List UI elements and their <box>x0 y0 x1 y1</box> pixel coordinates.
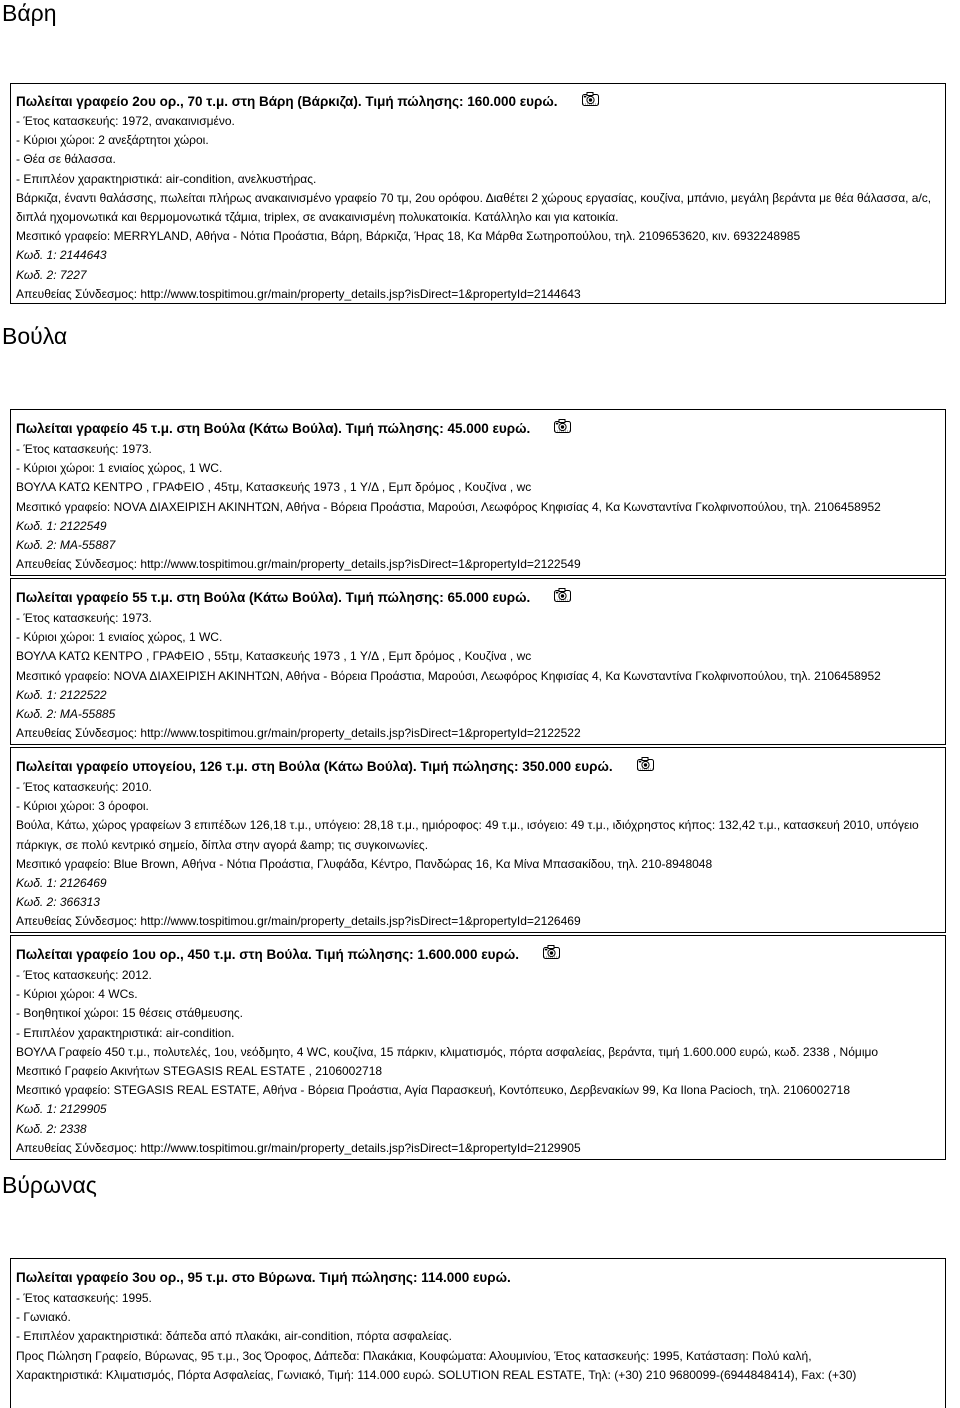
listing-description: ΒΟΥΛΑ ΚΑΤΩ ΚΕΝΤΡΟ , ΓΡΑΦΕΙΟ , 45τμ, Κατασκευής 1973 , 1 Υ/Δ , Εμπ δρόμος , Κουζίνα , wc <box>16 480 532 495</box>
agency-info: Μεσιτικό γραφείο: MERRYLAND, Αθήνα - Νότια Προάστια, Βάρη, Βάρκιζα, Ήρας 18, Κα Μάρθα Σωτηροπούλου, τηλ. 2109653620, κιν. 6932248985 <box>16 229 801 244</box>
code-1: Κωδ. 1: 2144643 <box>16 248 107 263</box>
listing-box <box>10 1258 946 1408</box>
detail-line: - Κύριοι χώροι: 4 WCs. <box>16 987 138 1002</box>
detail-line: - Έτος κατασκευής: 1973. <box>16 442 152 456</box>
listing-title-text[interactable]: Πωλείται γραφείο 55 τ.μ. στη Βούλα (Κάτω Βούλα). Τιμή πώλησης: 65.000 ευρώ. <box>16 590 531 605</box>
detail-line: - Θέα σε θάλασσα. <box>16 152 116 167</box>
detail-line: - Έτος κατασκευής: 2010. <box>16 780 152 794</box>
listing-title[interactable] <box>16 590 571 605</box>
detail-line: - Κύριοι χώροι: 3 όροφοι. <box>16 799 149 814</box>
direct-link[interactable]: Απευθείας Σύνδεσμος: http://www.tospitimou.gr/main/property_details.jsp?isDirect=1&propertyId=2122549 <box>16 557 581 572</box>
code-2: Κωδ. 2: 2338 <box>16 1121 87 1136</box>
region-heading-vari: Βάρη <box>2 0 57 26</box>
detail-line: - Βοηθητικοί χώροι: 15 θέσεις στάθμευσης. <box>16 1006 243 1021</box>
detail-line: - Επιπλέον χαρακτηριστικά: air-condition. <box>16 1025 235 1040</box>
listing-title[interactable] <box>16 94 599 109</box>
camera-icon[interactable] <box>637 757 654 774</box>
detail-line: - Κύριοι χώροι: 2 ανεξάρτητοι χώροι. <box>16 133 209 148</box>
listing-title[interactable] <box>16 1270 511 1285</box>
region-heading-voula: Βούλα <box>2 323 68 349</box>
code-2: Κωδ. 2: 7227 <box>16 267 87 282</box>
listing-title[interactable] <box>16 947 560 962</box>
code-2: Κωδ. 2: ΜΑ-55887 <box>16 538 116 553</box>
listing-box <box>10 83 946 304</box>
detail-line: - Κύριοι χώροι: 1 ενιαίος χώρος, 1 WC. <box>16 461 223 476</box>
listing-description: Προς Πώληση Γραφείο, Βύρωνας, 95 τ.μ., 3ος Όροφος, Δάπεδα: Πλακάκια, Κουφώματα: Αλουμινίου, Έτος κατασκευής: 1995, Κατάσταση: Πολύ καλή, <box>16 1348 812 1363</box>
code-1: Κωδ. 1: 2122549 <box>16 518 107 533</box>
listing-title-text[interactable]: Πωλείται γραφείο 1ου ορ., 450 τ.μ. στη Βούλα. Τιμή πώλησης: 1.600.000 ευρώ. <box>16 947 519 962</box>
listing-box <box>10 409 946 576</box>
detail-line: - Επιπλέον χαρακτηριστικά: air-condition, ανελκυστήρας. <box>16 171 317 186</box>
listing-box <box>10 747 946 933</box>
direct-link[interactable]: Απευθείας Σύνδεσμος: http://www.tospitimou.gr/main/property_details.jsp?isDirect=1&propertyId=2144643 <box>16 286 581 301</box>
listing-title-text[interactable]: Πωλείται γραφείο υπογείου, 126 τ.μ. στη Βούλα (Κάτω Βούλα). Τιμή πώλησης: 350.000 ευρώ. <box>16 759 613 774</box>
listing-box <box>10 935 946 1160</box>
camera-icon[interactable] <box>554 419 571 436</box>
code-2: Κωδ. 2: ΜΑ-55885 <box>16 707 116 722</box>
listing-description: Βούλα, Κάτω, χώρος γραφείων 3 επιπέδων 126,18 τ.μ., υπόγειο: 28,18 τ.μ., ημιόροφος: 49 τ.μ., ισόγειο: 49 τ.μ., ιδιόχρηστος κήπος: 132,42 τ.μ., κατασκευή 2010, υπόγειο πάρκιγκ, σε πολύ κεντρικό σημείο, δίπλα στην αγορά &amp; τις συγκοινωνίες. <box>16 818 919 852</box>
code-1: Κωδ. 1: 2129905 <box>16 1102 107 1117</box>
direct-link[interactable]: Απευθείας Σύνδεσμος: http://www.tospitimou.gr/main/property_details.jsp?isDirect=1&propertyId=2129905 <box>16 1140 581 1155</box>
camera-icon[interactable] <box>554 588 571 605</box>
direct-link[interactable]: Απευθείας Σύνδεσμος: http://www.tospitimou.gr/main/property_details.jsp?isDirect=1&propertyId=2126469 <box>16 914 581 929</box>
listing-description: ΒΟΥΛΑ Γραφείο 450 τ.μ., πολυτελές, 1ου, νεόδμητο, 4 WC, κουζίνα, 15 πάρκιν, κλιματισμός, πόρτα ασφαλείας, βεράντα, τιμή 1.600.000 ευρώ, κωδ. 2338 , Νόμιμο <box>16 1044 879 1059</box>
detail-line: - Έτος κατασκευής: 1973. <box>16 611 152 625</box>
listing-title-text[interactable]: Πωλείται γραφείο 45 τ.μ. στη Βούλα (Κάτω Βούλα). Τιμή πώλησης: 45.000 ευρώ. <box>16 421 531 436</box>
detail-line: - Κύριοι χώροι: 1 ενιαίος χώρος, 1 WC. <box>16 630 223 645</box>
code-1: Κωδ. 1: 2126469 <box>16 876 107 891</box>
listing-box <box>10 578 946 745</box>
detail-line: - Έτος κατασκευής: 1995. <box>16 1291 152 1305</box>
agency-info: Μεσιτικό γραφείο: Blue Brown, Αθήνα - Νότια Προάστια, Γλυφάδα, Κέντρο, Πανδώρας 16, Κα Μίνα Μπασακίδου, τηλ. 210-8948048 <box>16 856 713 871</box>
listing-title-text[interactable]: Πωλείται γραφείο 2ου ορ., 70 τ.μ. στη Βάρη (Βάρκιζα). Τιμή πώλησης: 160.000 ευρώ. <box>16 94 558 109</box>
camera-icon[interactable] <box>582 92 599 109</box>
detail-line: - Έτος κατασκευής: 2012. <box>16 968 152 982</box>
agency-info: Μεσιτικό γραφείο: NOVA ΔΙΑΧΕΙΡΙΣΗ ΑΚΙΝΗΤΩΝ, Αθήνα - Βόρεια Προάστια, Μαρούσι, Λεωφόρος Κηφισίας 4, Κα Κωνσταντίνα Γκολφινοπούλου, τηλ. 2106458952 <box>16 668 881 683</box>
listing-description: Μεσιτικό Γραφείο Ακινήτων STEGASIS REAL ESTATE , 2106002718 <box>16 1064 383 1079</box>
agency-info: Μεσιτικό γραφείο: NOVA ΔΙΑΧΕΙΡΙΣΗ ΑΚΙΝΗΤΩΝ, Αθήνα - Βόρεια Προάστια, Μαρούσι, Λεωφόρος Κηφισίας 4, Κα Κωνσταντίνα Γκολφινοπούλου, τηλ. 2106458952 <box>16 499 881 514</box>
detail-line: - Γωνιακό. <box>16 1310 71 1325</box>
listing-description: Βάρκιζα, έναντι θαλάσσης, πωλείται πλήρως ανακαινισμένο γραφείο 70 τμ, 2ου ορόφου. Διαθέτει 2 χώρους εργασίας, κουζίνα, μπάνιο, μεγάλη βεράντα με θέα θάλασσα, a/c, διπλά ηχομονωτικά και θερμομονωτικά τζάμια, triplex, σε ανακαινισμένη πολυκατοικία. Κατάλληλο και για κατοικία. <box>16 190 932 225</box>
code-1: Κωδ. 1: 2122522 <box>16 687 107 702</box>
detail-line: - Έτος κατασκευής: 1972, ανακαινισμένο. <box>16 114 235 128</box>
detail-line: - Επιπλέον χαρακτηριστικά: δάπεδα από πλακάκι, air-condition, πόρτα ασφαλείας. <box>16 1329 452 1344</box>
listing-title[interactable] <box>16 421 571 436</box>
listing-title[interactable] <box>16 759 654 774</box>
camera-icon[interactable] <box>543 945 560 962</box>
code-2: Κωδ. 2: 366313 <box>16 895 100 910</box>
agency-info: Μεσιτικό γραφείο: STEGASIS REAL ESTATE, Αθήνα - Βόρεια Προάστια, Αγία Παρασκευή, Κοντόπευκο, Δερβενακίων 99, Κα Ilona Pacioch, τηλ. 2106002718 <box>16 1083 851 1098</box>
listing-description: Χαρακτηριστικά: Κλιματισμός, Πόρτα Ασφαλείας, Γωνιακό, Τιμή: 114.000 ευρώ. SOLUTION REAL ESTATE, Τηλ: (+30) 210 9680099-(6944848414), Fax: (+30) <box>16 1367 857 1382</box>
listing-description: ΒΟΥΛΑ ΚΑΤΩ ΚΕΝΤΡΟ , ΓΡΑΦΕΙΟ , 55τμ, Κατασκευής 1973 , 1 Υ/Δ , Εμπ δρόμος , Κουζίνα , wc <box>16 649 532 664</box>
direct-link[interactable]: Απευθείας Σύνδεσμος: http://www.tospitimou.gr/main/property_details.jsp?isDirect=1&propertyId=2122522 <box>16 726 581 741</box>
listing-title-text[interactable]: Πωλείται γραφείο 3ου ορ., 95 τ.μ. στο Βύρωνα. Τιμή πώλησης: 114.000 ευρώ. <box>16 1270 511 1285</box>
region-heading-vyronas: Βύρωνας <box>2 1172 97 1198</box>
